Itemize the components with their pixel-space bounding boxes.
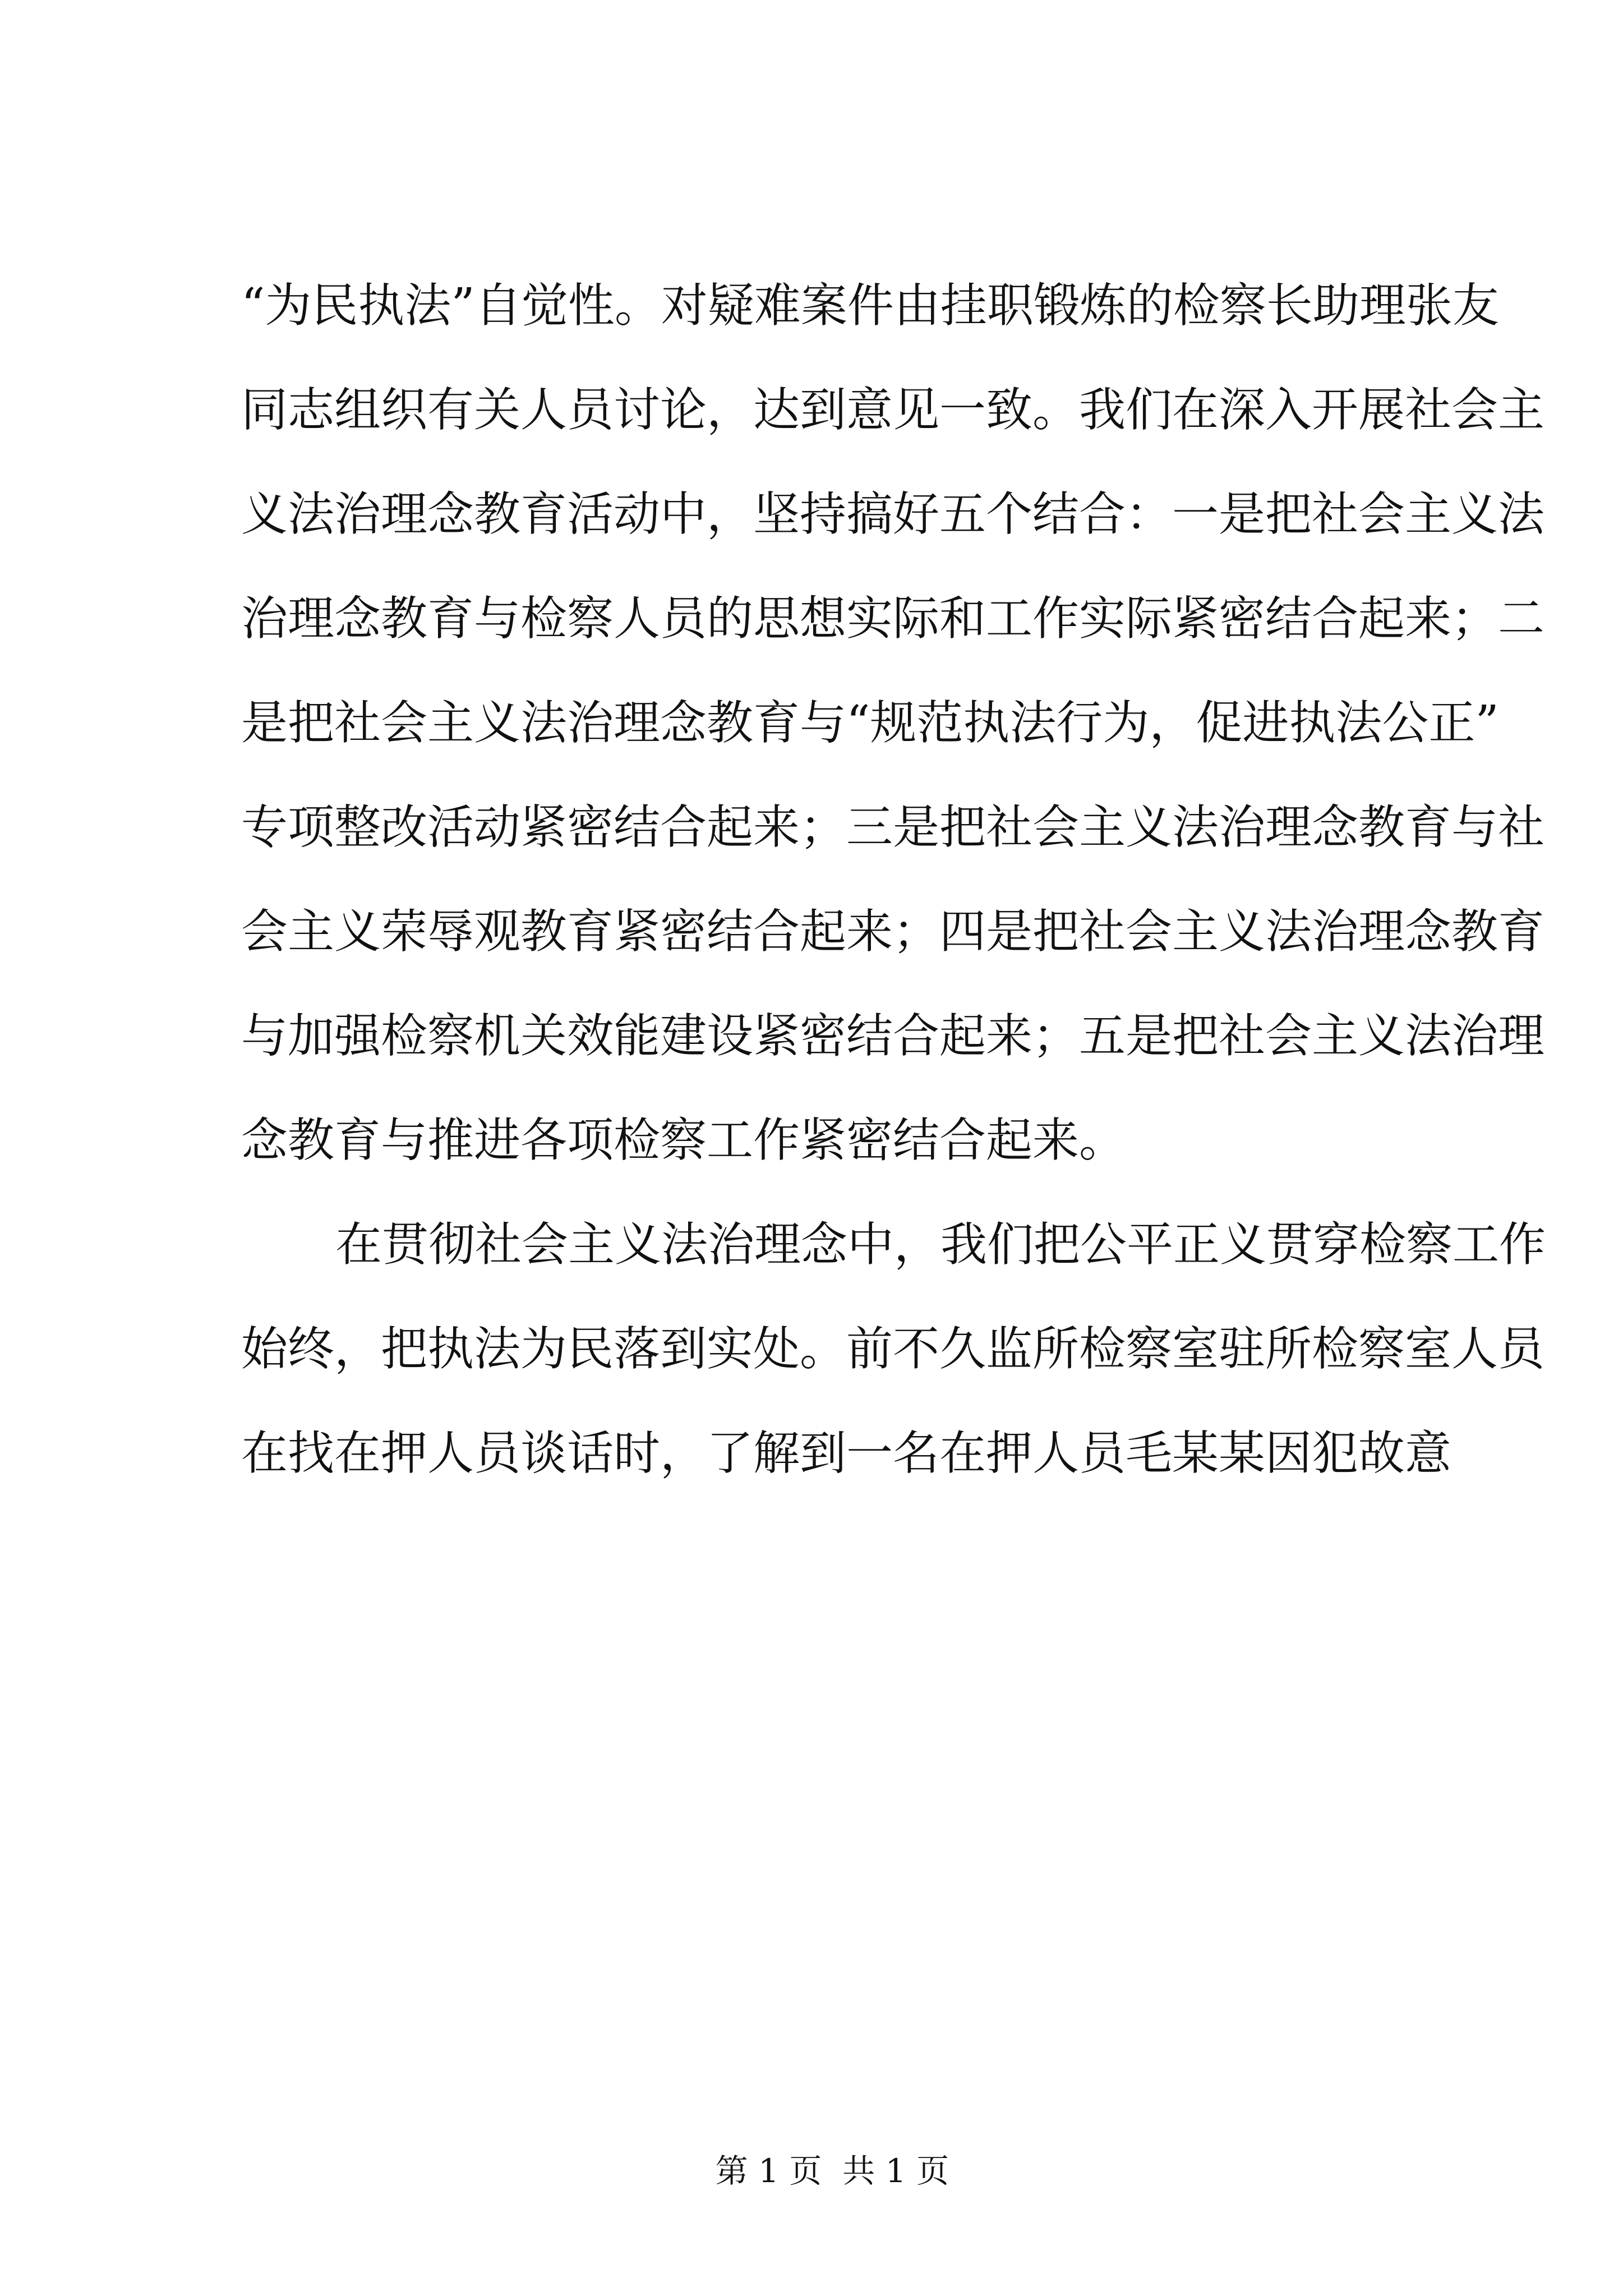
text-line: 在找在押人员谈话时，了解到一名在押人员毛某某因犯故意 <box>241 1426 1451 1480</box>
text-line: “为民执法”自觉性。对疑难案件由挂职锻炼的检察长助理张友 <box>241 278 1499 333</box>
text-line: 同志组织有关人员讨论，达到意见一致。我们在深入开展社会主 <box>241 383 1544 437</box>
text-line: 治理念教育与检察人员的思想实际和工作实际紧密结合起来；二 <box>241 591 1544 646</box>
page-number-label: 第 1 页 共 1 页 <box>715 2152 949 2190</box>
body-text <box>241 254 1546 1506</box>
text-line: 在贯彻社会主义法治理念中，我们把公平正义贯穿检察工作 <box>335 1217 1546 1272</box>
text-line: 会主义荣辱观教育紧密结合起来；四是把社会主义法治理念教育 <box>241 904 1544 959</box>
page-footer <box>0 2104 1623 2238</box>
text-line: 念教育与推进各项检察工作紧密结合起来。 <box>241 1113 1126 1167</box>
text-line: 专项整改活动紧密结合起来；三是把社会主义法治理念教育与社 <box>241 800 1544 854</box>
text-line: 始终，把执法为民落到实处。前不久监所检察室驻所检察室人员 <box>241 1322 1544 1376</box>
text-line: 义法治理念教育活动中，坚持搞好五个结合：一是把社会主义法 <box>241 487 1544 541</box>
text-line: 与加强检察机关效能建设紧密结合起来；五是把社会主义法治理 <box>241 1009 1544 1063</box>
text-line: 是把社会主义法治理念教育与“规范执法行为，促进执法公正” <box>241 696 1499 750</box>
paragraph-2 <box>241 1193 1546 1506</box>
paragraph-1 <box>241 254 1544 1193</box>
